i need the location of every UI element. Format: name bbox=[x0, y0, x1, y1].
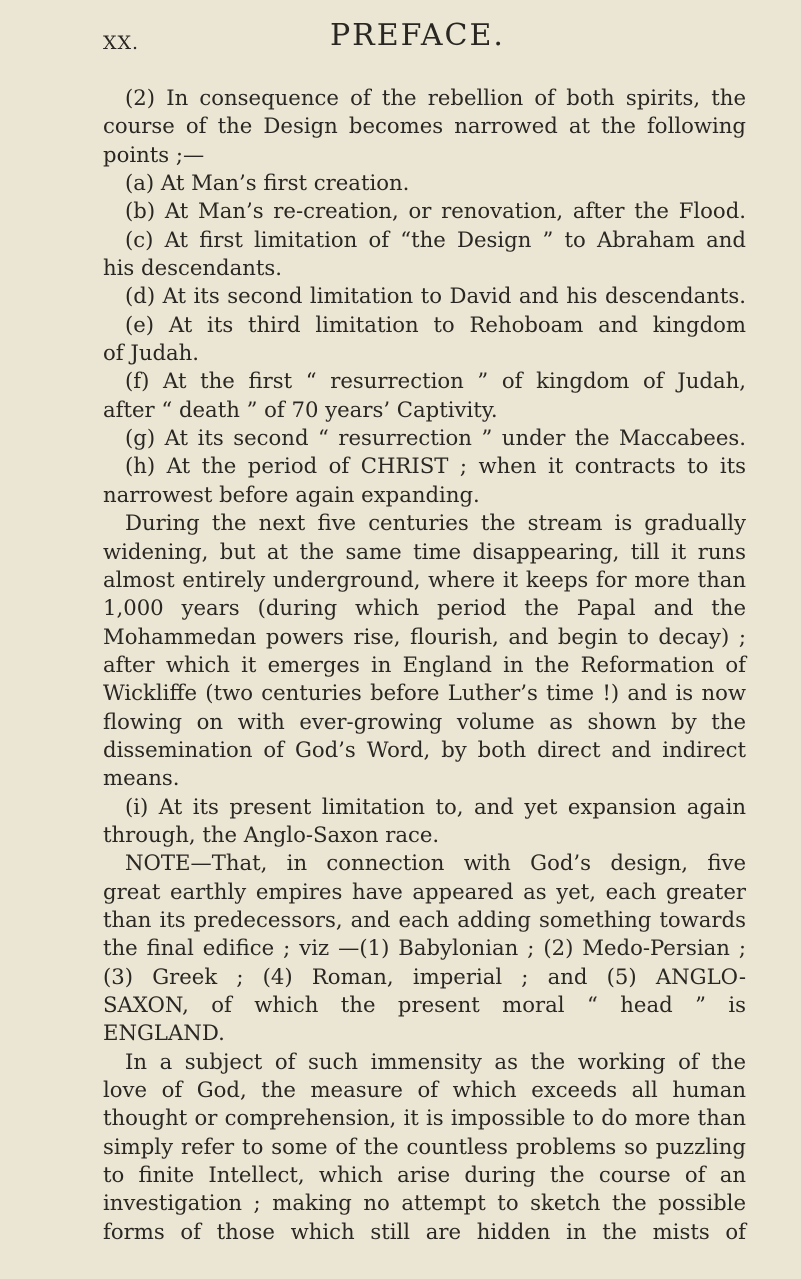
text-line: simply refer to some of the countless problems so puzzling bbox=[103, 1133, 746, 1159]
text-line: to finite Intellect, which arise during the course of an bbox=[103, 1162, 746, 1188]
text-line: after which it emerges in England in the Reformation of bbox=[103, 651, 746, 677]
running-head bbox=[0, 14, 801, 54]
text-line: ENGLAND. bbox=[103, 1020, 225, 1046]
text-line: the final edifice ; viz —(1) Babylonian ; (2) Medo-Persian ; bbox=[103, 935, 746, 961]
text-line: his descendants. bbox=[103, 255, 283, 281]
text-line: love of God, the measure of which exceeds all human bbox=[103, 1077, 746, 1103]
text-line: (g) At its second “ resurrection ” under the Maccabees. bbox=[125, 425, 746, 451]
text-line: great earthly empires have appeared as yet, each greater bbox=[103, 878, 746, 904]
text-line: investigation ; making no attempt to sketch the possible bbox=[103, 1190, 746, 1216]
text-line: narrowest before again expanding. bbox=[103, 481, 480, 507]
running-title: PREFACE. bbox=[330, 18, 505, 53]
text-line: almost entirely underground, where it keeps for more than bbox=[103, 566, 746, 592]
body-text bbox=[103, 84, 746, 1246]
text-line: During the next five centuries the stream is gradually bbox=[125, 510, 746, 536]
text-line: (3) Greek ; (4) Roman, imperial ; and (5) ANGLO- bbox=[103, 963, 746, 989]
text-line: NOTE—That, in connection with God’s design, five bbox=[125, 850, 746, 876]
text-line: flowing on with ever-growing volume as shown by the bbox=[103, 708, 746, 734]
text-line: (c) At first limitation of “the Design ” to Abraham and bbox=[125, 226, 746, 252]
text-line: through, the Anglo-Saxon race. bbox=[103, 821, 440, 847]
text-line: thought or comprehension, it is impossible to do more than bbox=[103, 1105, 746, 1131]
text-line: course of the Design becomes narrowed at the following bbox=[103, 113, 746, 139]
text-line: widening, but at the same time disappearing, till it runs bbox=[103, 538, 746, 564]
text-line: (d) At its second limitation to David and his descendants. bbox=[125, 283, 746, 309]
text-line: (h) At the period of CHRIST ; when it contracts to its bbox=[125, 453, 746, 479]
text-line: than its predecessors, and each adding something towards bbox=[103, 906, 746, 932]
text-line: after “ death ” of 70 years’ Captivity. bbox=[103, 396, 498, 422]
text-line: (e) At its third limitation to Rehoboam and kingdom bbox=[125, 311, 746, 337]
text-line: 1,000 years (during which period the Papal and the bbox=[103, 595, 746, 621]
text-line: In a subject of such immensity as the working of the bbox=[125, 1048, 746, 1074]
text-line: (f) At the first “ resurrection ” of kingdom of Judah, bbox=[125, 368, 746, 394]
text-line: of Judah. bbox=[103, 340, 200, 366]
text-line: Mohammedan powers rise, flourish, and begin to decay) ; bbox=[103, 623, 746, 649]
text-line: points ;— bbox=[103, 141, 205, 167]
text-line: dissemination of God’s Word, by both direct and indirect bbox=[103, 736, 746, 762]
text-line: (2) In consequence of the rebellion of both spirits, the bbox=[125, 85, 746, 110]
text-line: (i) At its present limitation to, and yet expansion again bbox=[125, 793, 746, 819]
text-line: (b) At Man’s re-creation, or renovation, after the Flood. bbox=[125, 198, 746, 224]
page-number: XX. bbox=[103, 32, 140, 54]
text-line: means. bbox=[103, 765, 180, 791]
text-line: (a) At Man’s first creation. bbox=[125, 170, 410, 196]
text-line: forms of those which still are hidden in the mists of bbox=[103, 1218, 746, 1244]
text-line: SAXON, of which the present moral “ head ” is bbox=[103, 992, 746, 1017]
text-line: Wickliffe (two centuries before Luther’s time !) and is now bbox=[103, 680, 746, 706]
